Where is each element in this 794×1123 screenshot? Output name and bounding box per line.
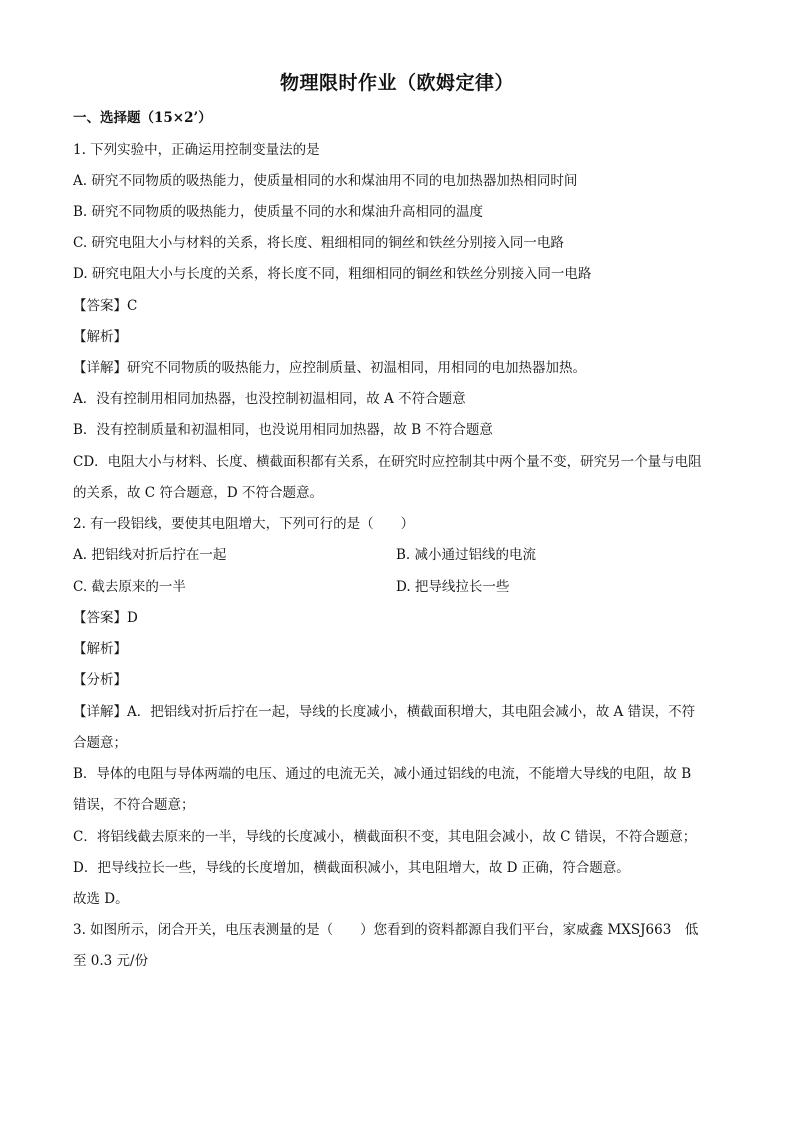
q2-conclusion: 故选 D。 [73,891,129,907]
q1-stem: 1. 下列实验中，正确运用控制变量法的是 [73,142,320,158]
q2-explanation-line: C．将铝线截去原来的一半，导线的长度减小，横截面积不变，其电阻会减小，故 C 错误，不符合题意； [73,829,697,845]
q2-option-a: A. 把铝线对折后拧在一起 [73,547,227,563]
q1-explanation-cd: CD．电阻大小与材料、长度、横截面积都有关系，在研究时应控制其中两个量不变，研究另一个量与电阻 [73,454,702,470]
answer-value: C [127,298,138,314]
q1-explanation-b: B．没有控制质量和初温相同，也没说用相同加热器，故 B 不符合题意 [73,422,493,438]
q2-analysis-label: 【解析】 [73,641,127,657]
answer-label: 【答案】 [73,610,127,626]
q2-answer [73,609,138,627]
q1-option-c: C. 研究电阻大小与材料的关系，将长度、粗细相同的铜丝和铁丝分别接入同一电路 [73,235,564,251]
q2-stem: 2. 有一段铝线，要使其电阻增大，下列可行的是（ ） [73,516,415,532]
answer-value: D [127,610,138,626]
detail-text: A．把铝线对折后拧在一起，导线的长度减小，横截面积增大，其电阻会减小，故 A 错误，不符 [127,704,696,720]
q1-option-d: D. 研究电阻大小与长度的关系，将长度不同，粗细相同的铜丝和铁丝分别接入同一电路 [73,266,592,282]
q2-option-d: D. 把导线拉长一些 [396,579,510,595]
section-header: 一、选择题（15×2’） [73,110,212,126]
q2-fenxi-label: 【分析】 [73,672,127,688]
q3-stem-cont: 至 0.3 元/份 [73,953,149,969]
q2-explanation-line: 合题意； [73,735,127,751]
q1-option-a: A. 研究不同物质的吸热能力，使质量相同的水和煤油用不同的电加热器加热相同时间 [73,173,578,189]
q1-analysis-label: 【解析】 [73,329,127,345]
q2-option-b: B. 减小通过铝线的电流 [396,547,537,563]
q2-option-c: C. 截去原来的一半 [73,579,186,595]
detail-label: 【详解】 [73,360,127,376]
q3-stem: 3. 如图所示，闭合开关，电压表测量的是（ ）您看到的资料都源自我们平台，家威鑫 MXSJ663 低 [73,922,699,938]
q2-detail [73,703,695,721]
q1-explanation-a: A．没有控制用相同加热器，也没控制初温相同，故 A 不符合题意 [73,391,466,407]
q2-explanation-line: D．把导线拉长一些，导线的长度增加，横截面积减小，其电阻增大，故 D 正确，符合题意。 [73,860,630,876]
q1-option-b: B. 研究不同物质的吸热能力，使质量不同的水和煤油升高相同的温度 [73,204,484,220]
detail-text: 研究不同物质的吸热能力，应控制质量、初温相同，用相同的电加热器加热。 [127,360,586,376]
q2-explanation-line: 错误，不符合题意； [73,797,195,813]
q2-explanation-line: B．导体的电阻与导体两端的电压、通过的电流无关，减小通过铝线的电流，不能增大导线的电阻，故 B [73,766,692,782]
page-title: 物理限时作业（欧姆定律） [279,72,514,94]
detail-label: 【详解】 [73,704,127,720]
q1-detail [73,359,586,377]
answer-label: 【答案】 [73,298,127,314]
q1-explanation-cd-cont: 的关系，故 C 符合题意，D 不符合题意。 [73,485,324,501]
q1-answer [73,297,137,315]
